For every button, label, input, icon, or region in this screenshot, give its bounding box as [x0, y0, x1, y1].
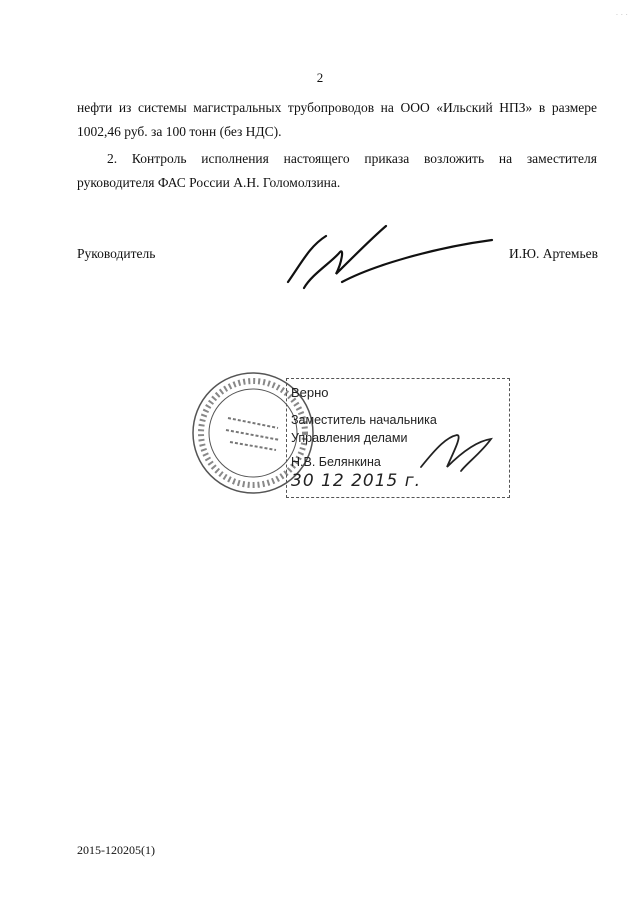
- signatory-role: Руководитель: [77, 246, 156, 261]
- document-code: 2015-120205(1): [77, 843, 155, 857]
- paragraph-2-text: 2. Контроль исполнения настоящего приказа возложить на заместителя руководителя ФАС России А.Н. Голомолзина.: [77, 151, 597, 190]
- certifier-signature: [417, 427, 497, 477]
- corner-mark: · · ·: [615, 10, 628, 19]
- certification-stamp: [180, 360, 520, 510]
- certification-name: Н.В. Белянкина: [291, 455, 381, 469]
- paragraph-1: нефти из системы магистральных трубопроводов на ООО «Ильский НПЗ» в размере 1002,46 руб. за 100 тонн (без НДС).: [77, 100, 597, 139]
- paragraph-2: [77, 147, 597, 195]
- signatory-name: И.Ю. Артемьев: [508, 246, 598, 261]
- page-number: 2: [316, 70, 324, 85]
- handwritten-signature: [282, 222, 502, 302]
- certification-role-line1: Заместитель начальника: [291, 413, 437, 427]
- certification-box: [286, 378, 510, 498]
- certification-role-line2: Управления делами: [291, 431, 408, 445]
- certification-date: 30 12 2015 г.: [291, 471, 422, 491]
- certification-title: Верно: [291, 385, 329, 400]
